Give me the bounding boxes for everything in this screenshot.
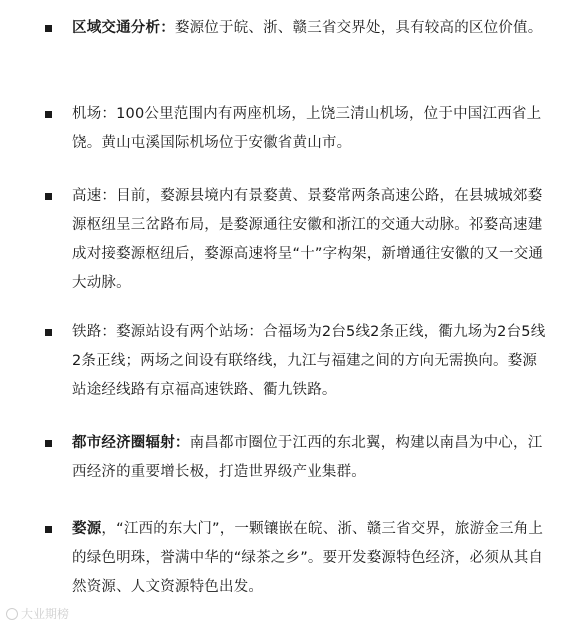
item-text: 100公里范围内有两座机场，上饶三清山机场，位于中国江西省上饶。黄山屯溪国际机场位于安徽省黄山市。 [72,106,542,151]
item-term: 区域交通分析 [72,20,161,36]
item-text: 南昌都市圈位于江西的东北翼，构建以南昌为中心，江西经济的重要增长极，打造世界级产业集群。 [72,435,543,480]
item-text: 目前，婺源县境内有景婺黄、景婺常两条高速公路，在县城城郊婺源枢纽呈三岔路布局，是婺源通往安徽和浙江的交通大动脉。祁婺高速建成对接婺源枢纽后，婺源高速将呈“十”字构架，新增通往安徽的又一交通大动脉。 [72,188,544,291]
item-separator: ： [101,188,117,204]
bullet-square-icon [45,329,52,336]
watermark [6,605,69,622]
watermark-text: 大业期榜 [21,607,70,621]
bullet-square-icon [45,111,52,118]
list-item-regional-transport [72,14,550,43]
item-term: 都市经济圈辐射 [72,435,175,451]
circle-logo-icon [6,608,18,620]
item-separator: ： [174,435,190,451]
item-term: 机场 [72,106,102,122]
item-separator: ， [101,521,117,537]
item-term: 铁路 [72,324,102,340]
bullet-square-icon [45,440,52,447]
bullet-square-icon [45,526,52,533]
list-item-railway [72,318,550,405]
list-item-wuyuan [72,515,550,602]
list-item-metro-economy [72,429,550,487]
item-text: 婺源站设有两个站场：合福场为2台5线2条正线，衢九场为2台5线2条正线；两场之间设有联络线，九江与福建之间的方向无需换向。婺源站途经线路有京福高速铁路、衢九铁路。 [72,324,546,398]
bullet-square-icon [45,25,52,32]
item-text: 婺源位于皖、浙、赣三省交界处，具有较高的区位价值。 [174,20,543,36]
item-text: “江西的东大门”，一颗镶嵌在皖、浙、赣三省交界，旅游金三角上的绿色明珠，誉满中华的“绿茶之乡”。要开发婺源特色经济，必须从其自然资源、人文资源特色出发。 [72,521,544,595]
item-separator: ： [101,106,117,122]
item-term: 高速 [72,188,102,204]
list-item-highway [72,182,550,298]
item-term: 婺源 [72,521,102,537]
list-item-airport [72,100,550,158]
bullet-square-icon [45,193,52,200]
item-separator: ： [101,324,117,340]
item-separator: ： [160,20,175,36]
